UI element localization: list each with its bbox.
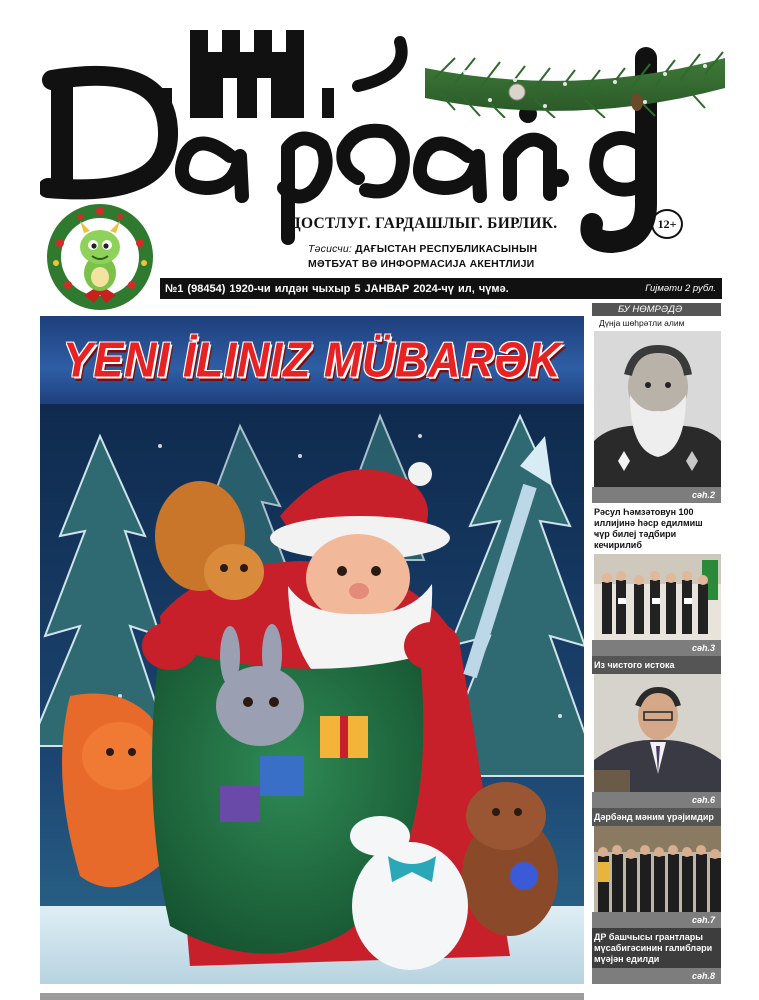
- masthead-slogan: ДОСТЛУГ. ГАРДАШЛЫГ. БИРЛИК.: [290, 215, 558, 232]
- main-headline: YENI İLINIZ MÜBARƏK: [62, 331, 562, 388]
- sidebar-page-ref: сəh.2: [592, 487, 721, 503]
- sidebar-item-title: Дәрбәнд мәним үрәјимдир: [592, 808, 721, 826]
- sidebar-page-ref: сəh.8: [592, 968, 721, 984]
- scientist-portrait-image: [594, 331, 721, 487]
- sidebar-item-title: Рәсул Һәмзәтовун 100 иллијинә һәср едилмиш ҹүр билеј тәдбири кечирилиб: [594, 507, 703, 550]
- sidebar-item-title: Из чистого истока: [592, 656, 721, 674]
- publisher-label: Тәсисчи:: [308, 243, 353, 255]
- sidebar-item[interactable]: [592, 808, 721, 928]
- dragon-wreath-icon: [44, 203, 156, 311]
- sidebar-item[interactable]: [592, 928, 721, 984]
- sidebar-item-title: ДР башчысы грантлары мүсабигәсинин галиблəри мүәјән едилди: [592, 928, 721, 968]
- masthead: [0, 0, 759, 300]
- ceremony-photo-image: [594, 554, 721, 640]
- bottom-strip: [40, 993, 584, 1000]
- portrait-photo-image: [594, 674, 721, 792]
- sidebar-header: БУ НӨМРӘДӘ: [592, 303, 721, 316]
- sidebar-page-ref: сəh.3: [592, 640, 721, 656]
- sidebar-page-ref: сəh.7: [592, 912, 721, 928]
- age-rating-badge: 12+: [651, 209, 683, 239]
- sidebar-item[interactable]: [592, 656, 721, 808]
- issue-info-bar: [160, 278, 722, 299]
- fortress-tower-icon: [160, 30, 334, 118]
- group-photo-image: [594, 826, 721, 912]
- headline-banner: [40, 316, 584, 404]
- sidebar-item[interactable]: [592, 503, 721, 656]
- new-year-illustration: [40, 316, 584, 984]
- publisher-info: [308, 242, 537, 272]
- publisher-line-2: МӘТБУАТ ВӘ ИНФОРМАСИЈА АКЕНТЛИЈИ: [308, 258, 535, 270]
- spruce-garland-icon: [425, 28, 725, 118]
- sidebar-item-title: Дүнја шөһрәтли алим: [599, 318, 685, 328]
- in-this-issue-sidebar: [592, 303, 721, 984]
- sidebar-page-ref: сəh.6: [592, 792, 721, 808]
- publisher-line-1: ДАҒЫСТАН РЕСПУБЛИКАСЫНЫН: [355, 243, 538, 255]
- issue-price: Гијмәти 2 рубл.: [645, 283, 716, 294]
- issue-details: №1 (98454) 1920-чи илдән чыхыр 5 ЈАНВАР 2024-чү ил, чүмә.: [165, 282, 509, 295]
- sidebar-item[interactable]: [592, 316, 721, 503]
